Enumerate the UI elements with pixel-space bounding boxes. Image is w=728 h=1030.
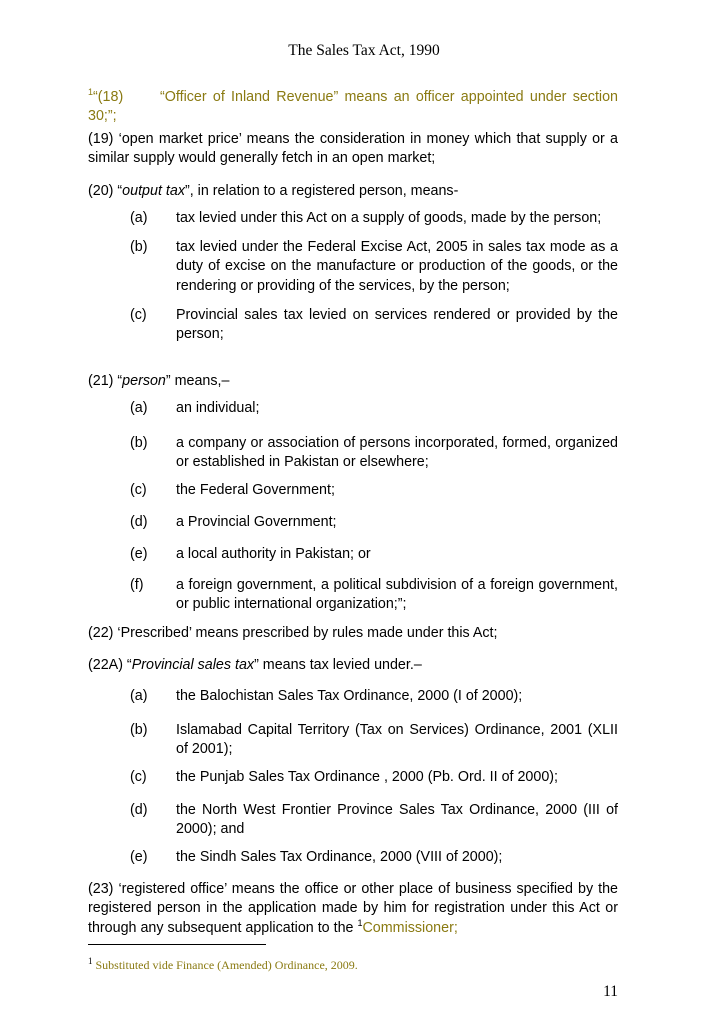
list-label: (c) xyxy=(130,482,147,498)
section-18 xyxy=(88,88,618,127)
list-item: Provincial sales tax levied on services rendered or provided by the person; xyxy=(176,307,618,343)
list-item: a local authority in Pakistan; or xyxy=(176,546,371,562)
footnote-ref: 1 xyxy=(88,87,94,98)
list-item: the Punjab Sales Tax Ordinance , 2000 (Pb. Ord. II of 2000); xyxy=(176,769,559,785)
list-label: (d) xyxy=(130,802,148,818)
list-item: the Balochistan Sales Tax Ordinance, 2000 (I of 2000); xyxy=(176,688,523,704)
footnote-text: Substituted vide Finance (Amended) Ordinance, 2009. xyxy=(95,958,358,972)
footnote-marker: 1 xyxy=(88,956,93,966)
footnote-divider xyxy=(88,944,266,945)
list-label: (b) xyxy=(130,435,148,451)
term-output-tax: output tax xyxy=(122,183,185,199)
list-item: the North West Frontier Province Sales Tax Ordinance, 2000 (III of 2000); and xyxy=(176,802,618,838)
list-label: (b) xyxy=(130,722,148,738)
section-23: (23) ‘registered office’ means the office or other place of business specified by the registered person in the application made by him for registration under this Act or through any subsequent application to the $^1$Commissioner; xyxy=(88,881,618,936)
footnote xyxy=(88,958,358,973)
list-item: a foreign government, a political subdivision of a foreign government, or public international organization;”; xyxy=(176,577,618,613)
section-19: (19) ‘open market price’ means the consideration in money which that supply or a similar supply would generally fetch in an open market; xyxy=(88,131,618,167)
section-18-text: “Officer of Inland Revenue” means an officer appointed under section xyxy=(160,89,618,105)
list-item: tax levied under this Act on a supply of goods, made by the person; xyxy=(176,210,602,226)
list-item: an individual; xyxy=(176,400,260,416)
section-18-tail: 30;”; xyxy=(88,108,117,125)
list-label: (d) xyxy=(130,514,148,530)
page-number: 11 xyxy=(603,983,618,1000)
list-item: the Sindh Sales Tax Ordinance, 2000 (VIII of 2000); xyxy=(176,849,503,865)
list-item: Islamabad Capital Territory (Tax on Services) Ordinance, 2001 (XLII of 2001); xyxy=(176,722,618,758)
list-item: tax levied under the Federal Excise Act, 2005 in sales tax mode as a duty of excise on the manufacture or production of the goods, or the rendering or providing of the services, by the person; xyxy=(176,239,618,294)
list-label: (c) xyxy=(130,307,147,323)
list-label: (b) xyxy=(130,239,148,255)
list-label: (a) xyxy=(130,400,148,416)
section-21-heading: (21) “person” means,– xyxy=(88,373,230,389)
list-label: (e) xyxy=(130,849,148,865)
section-20-heading: (20) “output tax”, in relation to a registered person, means- xyxy=(88,183,459,199)
section-18-number: “(18) xyxy=(93,89,124,105)
amended-text: Commissioner; xyxy=(362,919,458,936)
list-item: a Provincial Government; xyxy=(176,514,337,530)
list-item: a company or association of persons incorporated, formed, organized or established in Pakistan or elsewhere; xyxy=(176,435,618,471)
list-label: (a) xyxy=(130,688,148,704)
list-label: (f) xyxy=(130,577,144,593)
term-person: person xyxy=(122,373,166,389)
term-provincial-sales-tax: Provincial sales tax xyxy=(131,657,255,673)
section-22a-heading: (22A) “Provincial sales tax” means tax levied under.– xyxy=(88,657,422,673)
list-label: (c) xyxy=(130,769,147,785)
list-label: (e) xyxy=(130,546,148,562)
list-label: (a) xyxy=(130,210,148,226)
section-22: (22) ‘Prescribed’ means prescribed by rules made under this Act; xyxy=(88,625,498,641)
page-header: The Sales Tax Act, 1990 xyxy=(288,42,440,59)
list-item: the Federal Government; xyxy=(176,482,335,498)
footnote-ref: 1 xyxy=(357,918,363,929)
